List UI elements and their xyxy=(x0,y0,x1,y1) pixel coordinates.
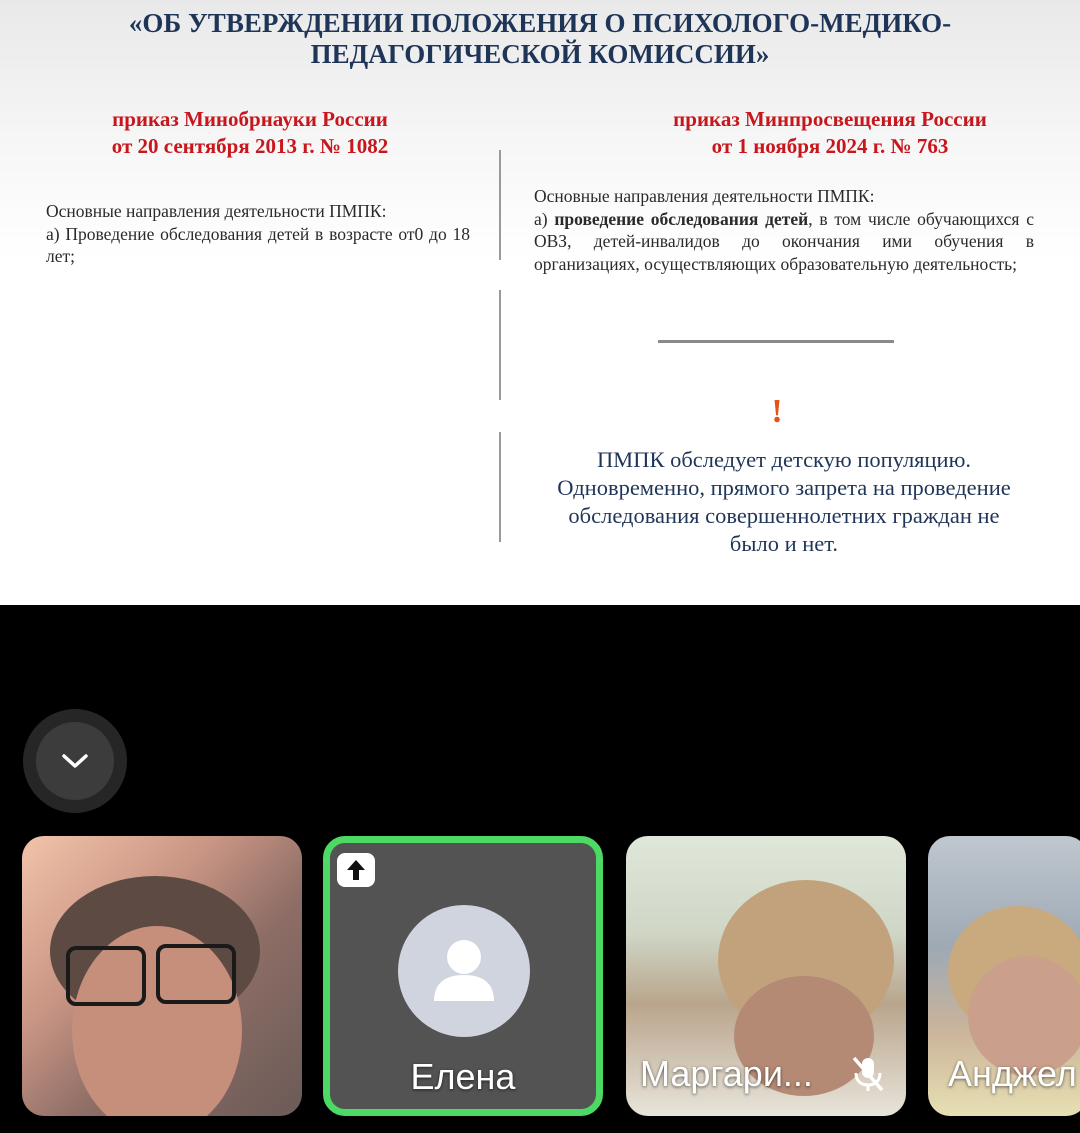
right-item-prefix: а) xyxy=(534,208,555,229)
right-order-header xyxy=(590,106,1070,160)
participant-name: Елена xyxy=(410,1056,516,1097)
right-intro: Основные направления деятельности ПМПК: xyxy=(534,186,875,206)
arrow-up-icon xyxy=(346,859,366,881)
participant-name: Анджел xyxy=(948,1053,1077,1094)
right-order-header-line1: приказ Минпросвещения России xyxy=(673,107,987,131)
left-item: а) Проведение обследования детей в возрасте от0 до 18 лет; xyxy=(46,223,470,266)
participant-tile-1[interactable] xyxy=(22,836,302,1116)
conclusion-note xyxy=(530,446,1038,558)
column-divider-bottom xyxy=(499,432,501,542)
left-intro: Основные направления деятельности ПМПК: xyxy=(46,201,387,221)
avatar xyxy=(398,905,530,1037)
column-divider-top xyxy=(499,150,501,260)
note-line4: было и нет. xyxy=(729,531,839,556)
exclamation-mark: ! xyxy=(771,393,783,430)
slide-title xyxy=(0,8,1080,70)
person-icon xyxy=(398,905,530,1037)
right-column-text xyxy=(534,185,1034,275)
separator-line xyxy=(658,340,894,343)
collapse-button-inner[interactable] xyxy=(36,722,114,800)
participant-tile-4[interactable] xyxy=(928,836,1080,1116)
left-order-header xyxy=(30,106,470,160)
left-order-header-line2: от 20 сентября 2013 г. № 1082 xyxy=(111,134,389,158)
mic-off-icon xyxy=(848,1054,888,1094)
note-line3: обследования совершеннолетних граждан не xyxy=(568,503,1000,528)
raise-hand-badge xyxy=(337,853,375,887)
participant-tile-elena[interactable] xyxy=(323,836,603,1116)
glasses-right xyxy=(156,944,236,1004)
collapse-participants-button[interactable] xyxy=(23,709,127,813)
left-order-header-line1: приказ Минобрнауки России xyxy=(112,107,388,131)
left-column-text xyxy=(46,200,470,268)
note-line1: ПМПК обследует детскую популяцию. xyxy=(596,447,972,472)
slide-title-line2: ПЕДАГОГИЧЕСКОЙ КОМИССИИ» xyxy=(310,39,770,69)
right-item xyxy=(534,208,1034,276)
participant-tile-3[interactable] xyxy=(626,836,906,1116)
right-item-rest: , в том числе обучающихся с ОВЗ, детей-инвалидов до окончания ими обучения в организациях, осуществляющих образовательную деятельность; xyxy=(534,208,1034,274)
note-line2: Одновременно, прямого запрета на проведение xyxy=(557,475,1011,500)
chevron-down-icon xyxy=(60,752,90,770)
glasses-left xyxy=(66,946,146,1006)
slide-title-line1: «ОБ УТВЕРЖДЕНИИ ПОЛОЖЕНИЯ О ПСИХОЛОГО-МЕДИКО- xyxy=(128,8,952,38)
participant-name: Маргари... xyxy=(640,1053,813,1094)
right-order-header-line2: от 1 ноября 2024 г. № 763 xyxy=(711,134,949,158)
column-divider-middle xyxy=(499,290,501,400)
right-item-bold: проведение обследования детей xyxy=(554,208,809,229)
